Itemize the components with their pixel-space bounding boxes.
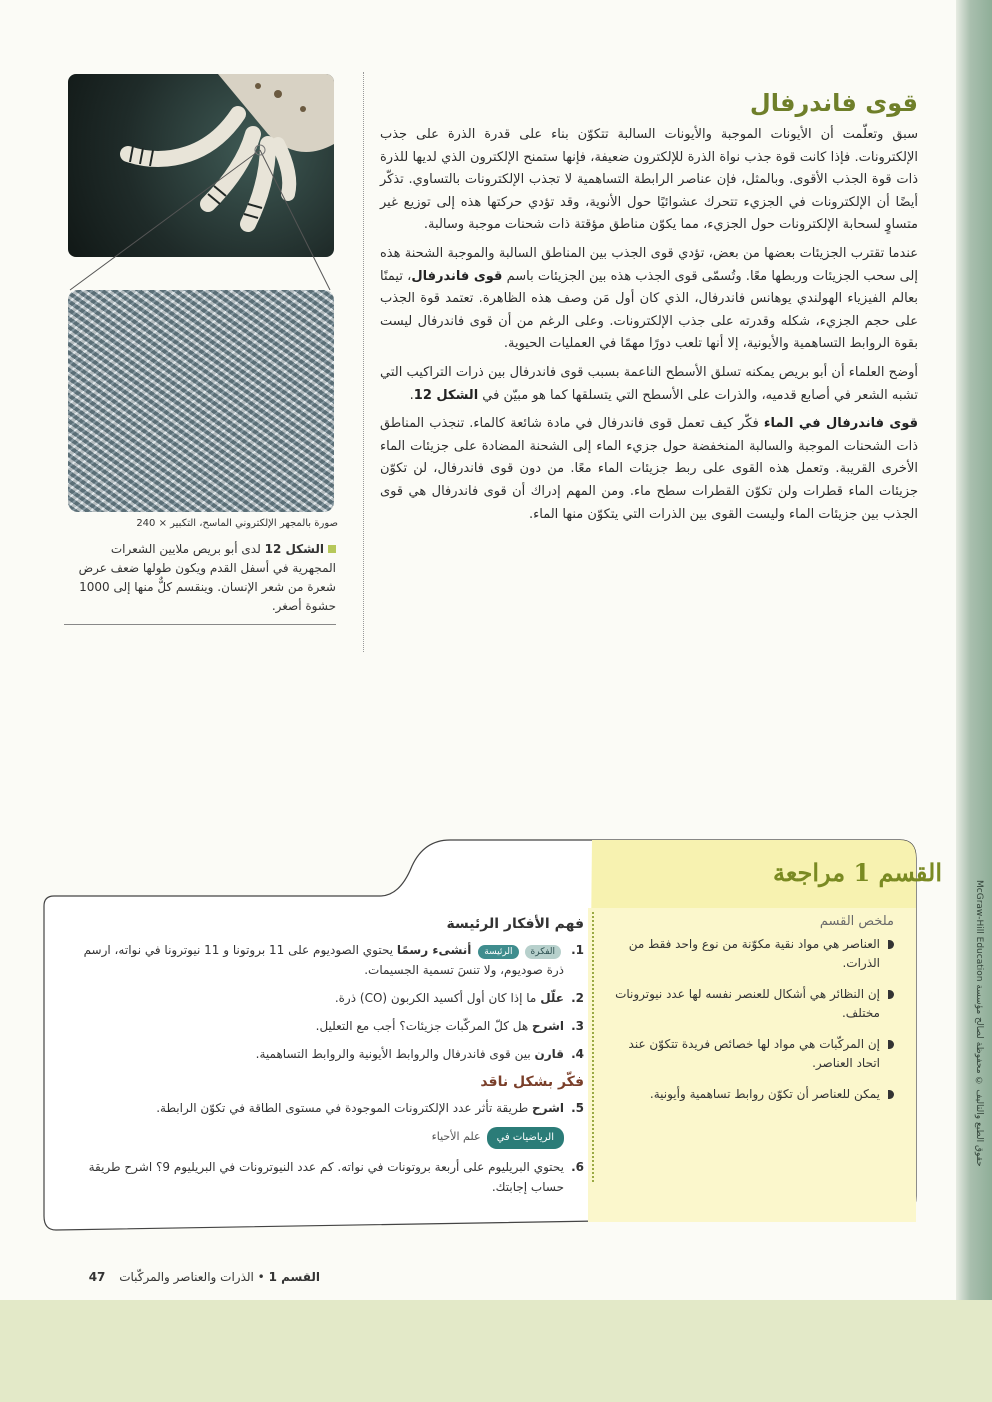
summary-item: إن المركّبات هي مواد لها خصائص فريدة تتكوّن عند اتحاد العناصر.: [604, 1035, 894, 1073]
section-heading: قوى فاندرفال: [749, 89, 918, 117]
question-number: 2.: [571, 991, 584, 1005]
math-badge: الرياضيات في: [487, 1127, 564, 1149]
page-number: 47: [88, 1270, 106, 1284]
q5-text: طريقة تأثر عدد الإلكترونات الموجودة في مستوى الطاقة في تكوّن الرابطة.: [156, 1101, 532, 1115]
question-5: [64, 1098, 584, 1118]
paragraph-2: [380, 243, 918, 356]
summary-item: العناصر هي مواد نقية مكوّنة من نوع واحد فقط من الذرات.: [604, 935, 894, 973]
q2-verb: علّل: [540, 991, 564, 1005]
footer-title: الذرات والعناصر والمركّبات: [119, 1270, 254, 1284]
question-3: [64, 1016, 584, 1036]
spine-copyright: McGraw-Hill Education حقوق الطبع والتأليف © محفوظة لصالح مؤسسة: [974, 880, 984, 1167]
math-in-biology-row: [64, 1126, 584, 1149]
main-ideas-heading: فهم الأفكار الرئيسة: [446, 916, 584, 932]
figure-ref: الشكل 12: [413, 387, 479, 403]
q4-verb: قارن: [534, 1047, 564, 1061]
q1-verb: أنشىء رسمًا: [396, 943, 472, 957]
summary-item: إن النظائر هي أشكال للعنصر نفسه لها عدد نيوترونات مختلف.: [604, 985, 894, 1023]
column-divider: [363, 72, 364, 652]
p3-text-a: أوضح العلماء أن أبو بريص يمكنه تسلق الأسطح الناعمة بسبب قوى فاندرفال بين ذرات التراكيب التي تشبه الشعر في أصابع قدميه، والذرات على الأسطح التي يتسلقها كما هو مبيّن في: [380, 364, 918, 403]
main-article: [380, 88, 918, 532]
microscope-setae-photo: [68, 290, 334, 512]
q6-text: يحتوي البريليوم على أربعة بروتونات في نواته. كم عدد النيوترونات في البريليوم 9؟ اشرح طريقة حساب إجابتك.: [88, 1160, 564, 1194]
summary-list: [604, 935, 894, 1104]
vdw-term: قوى فاندرفال: [411, 268, 503, 284]
p4-text: فكّر كيف تعمل قوى فاندرفال في مادة شائعة كالماء. تنجذب المناطق ذات الشحنات الموجبة والسالبة المنخفضة حول جزيء الماء إلى الشحنة المضادة على جزيئات الماء الأخرى القريبة. وتعمل هذه القوى على ربط جزيئات الماء معًا. من دون قوى فاندرفال، لن تكوّن جزيئات الماء قطرات ولن تكوّن القطرات سطح ماء. ومن المهم إدراك أن قوى فاندرفال هي قوى الجذب بين جزيئات الماء وليست القوى بين الذرات التي يتكوّن منها الماء.: [380, 416, 918, 522]
section-summary: [604, 912, 894, 1116]
scale-caption: صورة بالمجهر الإلكتروني الماسح، التكبير × 240: [136, 518, 338, 529]
review-title: القسم 1 مراجعة: [773, 858, 942, 887]
question-1: [64, 940, 584, 980]
figure-caption: [64, 540, 336, 616]
question-4: [64, 1044, 584, 1064]
paragraph-1: سبق وتعلّمت أن الأيونات الموجبة والأيونات السالبة تتكوّن بناء على قدرة الذرة على جذب الإلكترونات. فإذا كانت قوة جذب نواة الذرة للإلكترون ضعيفة، فإنها ستمنح الإلكترون الذي لديها للذرة ذات قوة الجذب الأقوى. وبالمثل، فإن عناصر الرابطة التساهمية لا تجذب الإلكترونات بالتساوي. تذكّر أيضًا أن الإلكترونات في الجزيء تتحرك عشوائيًا حول الأنوية، وقد تؤدي حركتها هذه إلى توزيع غير متساوٍ لسحابة الإلكترونات حول الجزيء، مما يكوّن مناطق مؤقتة ذات شحنات موجبة وسالبة.: [380, 127, 918, 233]
question-number: 6.: [571, 1160, 584, 1174]
figure-label: الشكل 12: [264, 542, 324, 556]
p3-text-b: .: [409, 387, 414, 403]
bottom-band: [0, 1300, 992, 1402]
q3-text: هل كلّ المركّبات جزيئات؟ أجب مع التعليل.: [315, 1019, 532, 1033]
caption-marker-icon: [328, 545, 336, 553]
water-subheading: قوى فاندرفال في الماء: [763, 416, 918, 432]
question-number: 5.: [571, 1101, 584, 1115]
question-number: 1.: [571, 943, 584, 957]
question-number: 4.: [571, 1047, 584, 1061]
paragraph-3: [380, 362, 918, 407]
q3-verb: اشرح: [531, 1019, 564, 1033]
question-6: [64, 1157, 584, 1197]
q1-text: يحتوي الصوديوم على 11 بروتونا و 11 نيوترونا في نواته، ارسم ذرة صوديوم، ولا تنسَ تسمية الجسيمات.: [83, 943, 564, 977]
summary-item: يمكن للعناصر أن تكوّن روابط تساهمية وأيونية.: [604, 1085, 894, 1104]
footer-separator: •: [253, 1270, 269, 1284]
zoom-connector-lines: [60, 140, 350, 310]
review-questions: [64, 914, 584, 1205]
caption-rule: [64, 624, 336, 625]
scan-edge: [956, 0, 992, 1402]
critical-questions-list: [64, 1098, 584, 1118]
question-2: [64, 988, 584, 1008]
p2-text-b: ، تيمنًا بعالم الفيزياء الهولندي يوهانس فاندرفال، الذي كان أول مَن وصف هذه الظاهرة. تعتمد قوة الجذب على حجم الجزيء، شكله وقدرته على جذب الإلكترونات. وعلى الرغم من أن قوى فاندرفال ليست بقوة الروابط التساهمية والأيونية، إلا أنها تلعب دورًا مهمًا في العمليات الحيوية.: [380, 268, 918, 352]
biology-label: علم الأحياء: [431, 1130, 481, 1143]
page-footer: [60, 1270, 320, 1284]
main-idea-tag: الفكرة: [525, 945, 561, 959]
summary-title: ملخص القسم: [819, 914, 894, 929]
questions-list: [64, 940, 584, 1064]
math-questions-list: [64, 1157, 584, 1197]
footer-section: القسم 1: [268, 1270, 320, 1284]
paragraph-4: [380, 413, 918, 526]
main-idea-tag-2: الرئيسة: [478, 945, 518, 959]
q5-verb: اشرح: [531, 1101, 564, 1115]
q4-text: بين قوى فاندرفال والروابط الأيونية والروابط التساهمية.: [255, 1047, 535, 1061]
p2-text-a: عندما تقترب الجزيئات بعضها من بعض، تؤدي قوى الجذب بين المناطق السالبة والموجبة الشحنة هذه إلى سحب الجزيئات وربطها معًا. وتُسمّى قوى الجذب هذه بين الجزيئات باسم: [380, 245, 918, 284]
critical-thinking-heading: فكّر بشكل ناقد: [480, 1074, 584, 1090]
review-divider: [592, 912, 594, 1182]
figure-caption-text: لدى أبو بريص ملايين الشعرات المجهرية في أسفل القدم ويكون طولها ضعف عرض شعرة من شعر الإنسان. وينقسم كلٌّ منها إلى 1000 حشوة أصغر.: [78, 542, 336, 613]
q2-text: ما إذا كان أول أكسيد الكربون (CO) ذرة.: [334, 991, 541, 1005]
question-number: 3.: [571, 1019, 584, 1033]
